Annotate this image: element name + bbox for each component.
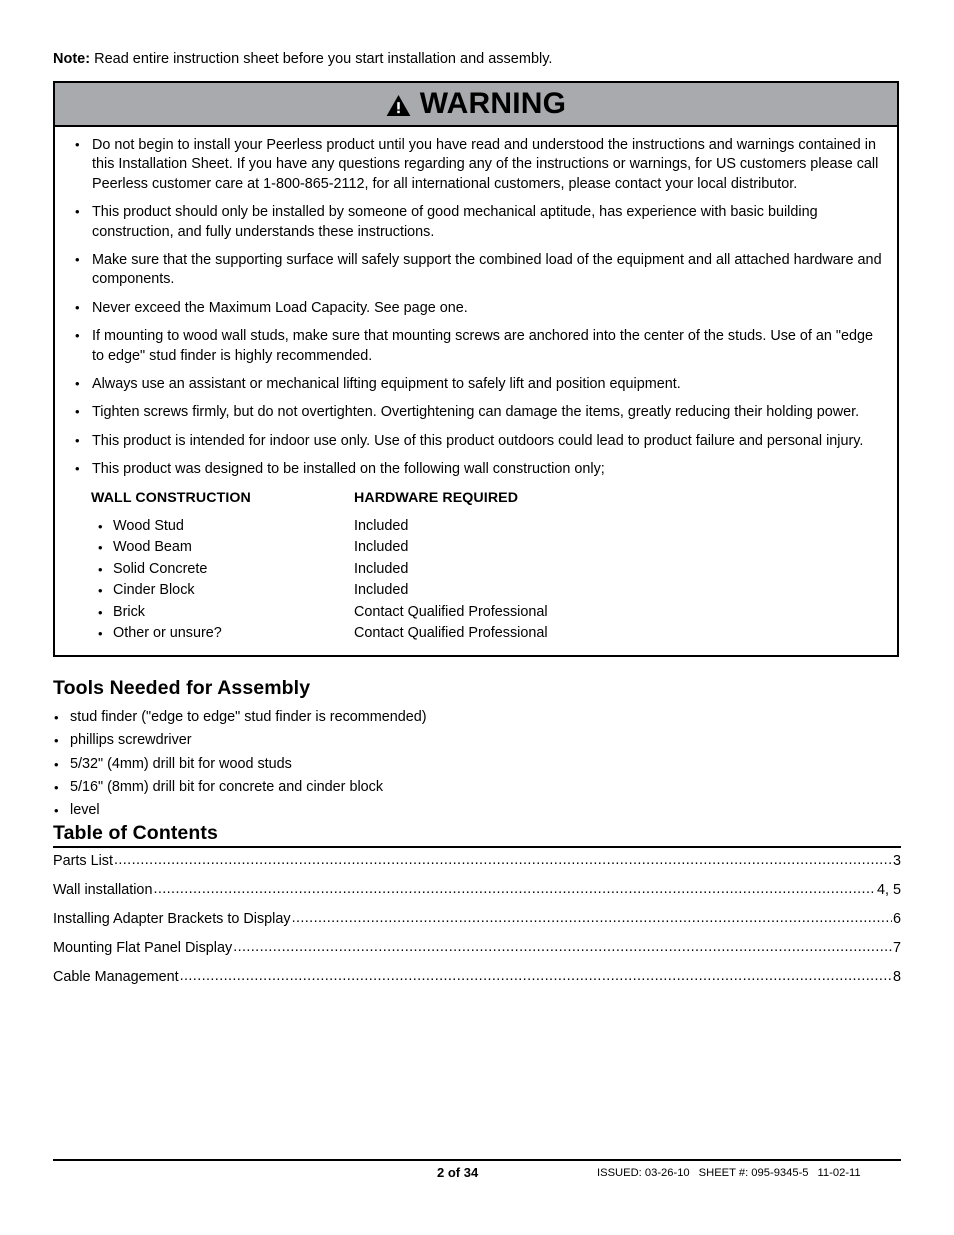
toc-entry-page: 8 (892, 969, 901, 985)
warning-triangle-icon (386, 94, 411, 117)
toc-entry-page: 4, 5 (876, 882, 901, 898)
hardware-cell: Included (354, 517, 409, 534)
table-row (91, 623, 651, 645)
footer-revision-date: 11-02-11 (817, 1167, 861, 1179)
toc-entry-wall-installation[interactable] (53, 881, 901, 910)
hardware-cell: Contact Qualified Professional (354, 603, 548, 620)
warning-bullet: • This product is intended for indoor use only. Use of this product outdoors could lead to product failure and personal injury. (69, 432, 883, 451)
hardware-cell: Included (354, 539, 409, 556)
table-row (91, 516, 651, 538)
footer-rule (53, 1159, 901, 1161)
wall-type-cell: • Cinder Block (91, 580, 354, 602)
toc-entry-label: Installing Adapter Brackets to Display (53, 911, 291, 927)
footer-page-number: 2 of 34 (437, 1165, 479, 1180)
toc-leader-dots (292, 910, 892, 927)
wall-construction-table (91, 490, 651, 645)
wall-type-cell: • Wood Stud (91, 516, 354, 538)
wall-type-cell: • Other or unsure? (91, 623, 354, 645)
hardware-cell: Included (354, 582, 409, 599)
wall-type-cell: • Solid Concrete (91, 559, 354, 581)
toc-entry-installing-adapter-brackets[interactable] (53, 910, 901, 939)
warning-bullet: • If mounting to wood wall studs, make sure that mounting screws are anchored into the center of the studs. Use of an "edge to edge" stud finder is highly recommended. (69, 327, 883, 366)
tools-list (53, 706, 653, 822)
footer-sheet-number: SHEET #: 095-9345-5 (698, 1167, 809, 1179)
warning-bullet: • Tighten screws firmly, but do not overtighten. Overtightening can damage the items, greatly reducing their holding power. (69, 403, 883, 422)
warning-box (53, 81, 899, 657)
toc-entry-label: Cable Management (53, 969, 179, 985)
warning-header (55, 83, 897, 127)
warning-body (55, 127, 897, 655)
wall-type-cell: • Wood Beam (91, 537, 354, 559)
warning-bullet-list (69, 136, 883, 480)
toc-leader-dots (153, 881, 876, 898)
warning-bullet: • Never exceed the Maximum Load Capacity. See page one. (69, 299, 883, 318)
warning-bullet: • Always use an assistant or mechanical lifting equipment to safely lift and position equipment. (69, 375, 883, 394)
toc-entry-page: 6 (892, 911, 901, 927)
toc-leader-dots (180, 968, 892, 985)
table-row (91, 537, 651, 559)
footer-issued-date: ISSUED: 03-26-10 (597, 1167, 690, 1179)
footer-meta (597, 1167, 861, 1179)
toc-entry-cable-management[interactable] (53, 968, 901, 997)
note-line (53, 50, 552, 68)
note-label: Note: (53, 51, 91, 67)
toc-entry-page: 3 (892, 853, 901, 869)
warning-bullet: • This product should only be installed by someone of good mechanical aptitude, has experience with basic building construction, and fully understands these instructions. (69, 203, 883, 242)
warning-title: WARNING (419, 87, 567, 120)
wall-table-header-construction: WALL CONSTRUCTION (91, 489, 251, 506)
warning-bullet: • This product was designed to be installed on the following wall construction only; (69, 460, 883, 479)
hardware-cell: Contact Qualified Professional (354, 625, 548, 642)
list-item: • phillips screwdriver (53, 729, 653, 752)
toc-entry-page: 7 (892, 940, 901, 956)
toc-entry-parts-list[interactable] (53, 852, 901, 881)
list-item: • stud finder ("edge to edge" stud finder is recommended) (53, 706, 653, 729)
toc-leader-dots (233, 939, 892, 956)
toc-entry-mounting-flat-panel-display[interactable] (53, 939, 901, 968)
warning-bullet: • Make sure that the supporting surface will safely support the combined load of the equipment and all attached hardware and components. (69, 251, 883, 290)
wall-type-cell: • Brick (91, 602, 354, 624)
list-item: • level (53, 799, 653, 822)
hardware-cell: Included (354, 560, 409, 577)
wall-table-header-hardware: HARDWARE REQUIRED (354, 489, 519, 506)
toc-entry-label: Parts List (53, 853, 113, 869)
table-row (91, 580, 651, 602)
list-item: • 5/16" (8mm) drill bit for concrete and cinder block (53, 776, 653, 799)
toc-heading-rule (53, 846, 901, 848)
toc-entry-label: Mounting Flat Panel Display (53, 940, 233, 956)
toc-list (53, 852, 901, 997)
toc-heading: Table of Contents (53, 822, 218, 844)
list-item: • 5/32" (4mm) drill bit for wood studs (53, 753, 653, 776)
warning-bullet: • Do not begin to install your Peerless product until you have read and understood the instructions and warnings contained in this Installation Sheet. If you have any questions regarding any of the instructions or warnings, for US customers please call Peerless customer care at 1-800-865-2112, for all international customers, please contact your local distributor. (69, 136, 883, 194)
toc-leader-dots (114, 852, 892, 869)
tools-heading: Tools Needed for Assembly (53, 677, 311, 699)
table-row (91, 602, 651, 624)
toc-entry-label: Wall installation (53, 882, 153, 898)
note-text: Read entire instruction sheet before you start installation and assembly. (90, 51, 553, 67)
wall-table-header-row (91, 490, 651, 506)
table-row (91, 559, 651, 581)
toc-heading-wrap (53, 822, 901, 844)
